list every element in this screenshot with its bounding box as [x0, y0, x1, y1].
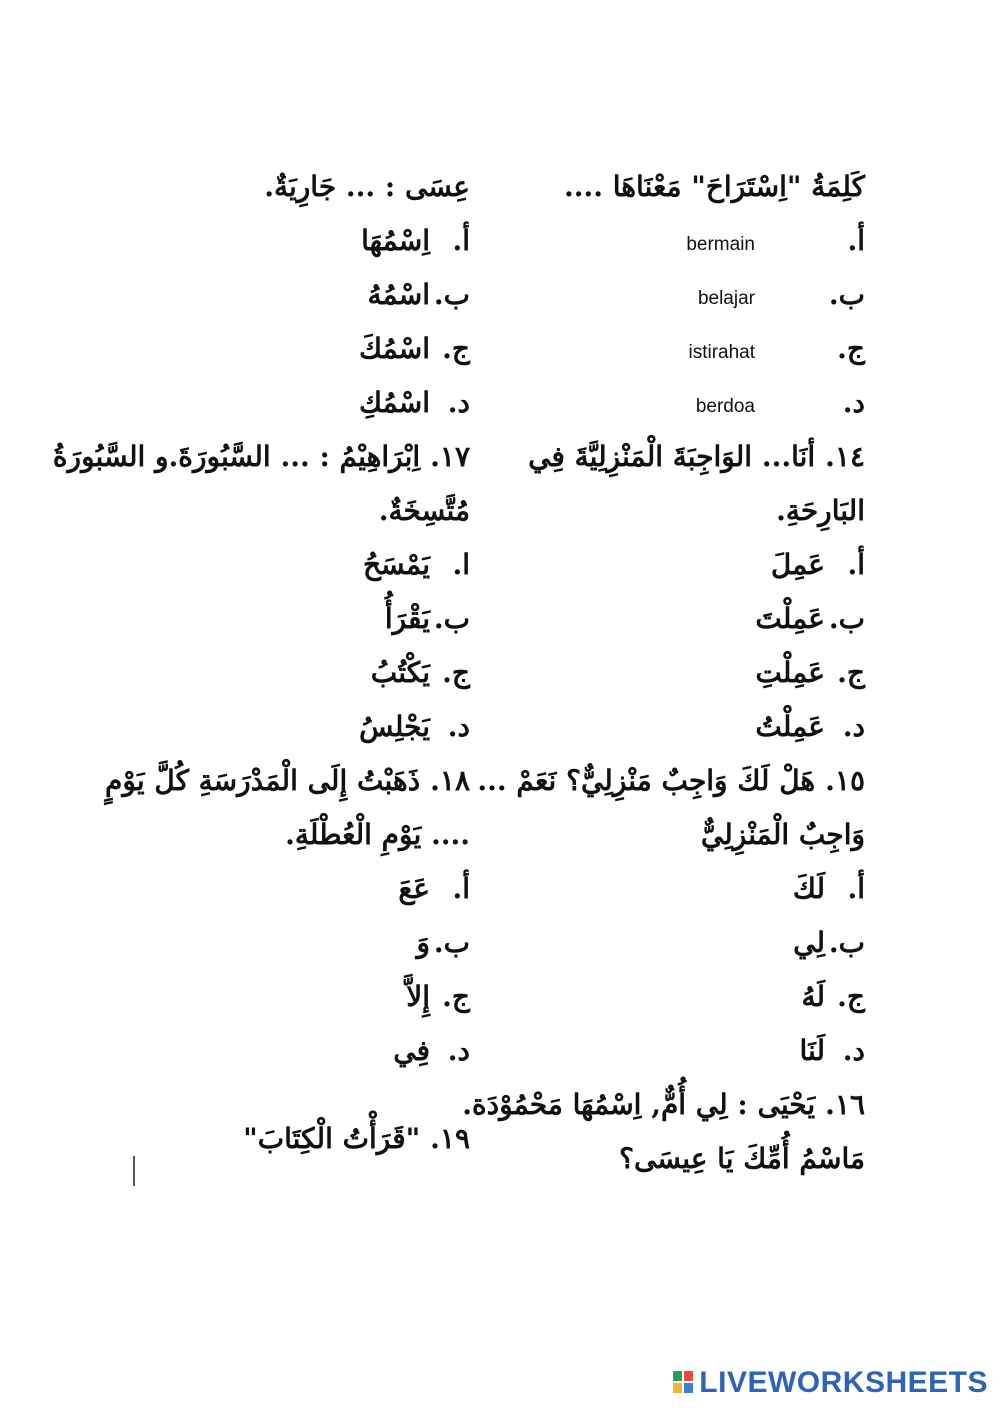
question-17-line-1 [52, 430, 470, 484]
option-text: عَمِلْتُ [755, 710, 825, 743]
liveworksheets-brand [673, 1366, 988, 1400]
margin-mark [133, 1156, 135, 1186]
question-text: هَلْ لَكَ وَاجِبٌ مَنْزِلِيٌّ؟ نَعَمْ ... [477, 764, 816, 797]
question-16 [462, 1078, 865, 1186]
option-letter: أ. [452, 872, 470, 905]
question-text: ذَهَبْتُ إِلَى الْمَدْرَسَةِ كُلَّ يَوْمٍ [105, 764, 421, 797]
question-16-line-1 [462, 1078, 865, 1132]
question-17-line-2: مُتَّسِخَةٌ. [378, 494, 470, 527]
option-text: berdoa [695, 396, 755, 417]
left-column [52, 160, 470, 1166]
question-17 [52, 430, 470, 754]
option-letter: ب. [433, 278, 470, 311]
question-number: ١٦. [825, 1088, 865, 1121]
option-a[interactable] [475, 538, 865, 592]
option-a[interactable] [475, 214, 865, 268]
option-text: عَعَ [398, 872, 430, 905]
option-letter: أ. [847, 224, 865, 257]
option-b[interactable] [120, 592, 470, 646]
option-letter: ج. [837, 332, 865, 365]
option-d[interactable] [120, 1024, 470, 1078]
option-c[interactable] [475, 322, 865, 376]
option-c[interactable] [475, 970, 865, 1024]
question-text: أنَا... الوَاجِبَةَ الْمَنْزِلِيَّةَ فِي [528, 440, 816, 473]
option-a[interactable] [120, 214, 470, 268]
right-column [462, 160, 865, 1186]
option-text: اِسْمُهَا [361, 224, 430, 257]
question-18-line-2: .... يَوْمِ الْعُطْلَةِ. [285, 818, 470, 851]
spacer [120, 1078, 470, 1112]
question-18-line-1 [105, 754, 470, 808]
option-letter: ب. [433, 602, 470, 635]
option-letter: د. [842, 386, 865, 419]
option-d[interactable] [120, 700, 470, 754]
option-letter: ج. [837, 980, 865, 1013]
option-text: لَهُ [801, 980, 825, 1013]
option-a[interactable] [120, 538, 470, 592]
option-text: يَكْتُبُ [370, 656, 430, 689]
question-19 [120, 1112, 470, 1166]
option-text: لَنَا [799, 1034, 825, 1067]
option-b[interactable] [475, 916, 865, 970]
option-text: istirahat [688, 342, 755, 363]
option-text: يَقْرَأُ [384, 602, 430, 635]
option-letter: ج. [837, 656, 865, 689]
option-letter: ب. [433, 926, 470, 959]
question-number: ١٥. [825, 764, 865, 797]
question-16-answer-line: عِسَى : ... جَارِيَةٌ. [264, 170, 470, 203]
option-d[interactable] [475, 700, 865, 754]
option-b[interactable] [475, 592, 865, 646]
option-text: اسْمُكَ [358, 332, 430, 365]
option-c[interactable] [475, 646, 865, 700]
option-d[interactable] [475, 376, 865, 430]
option-letter: ج. [442, 656, 470, 689]
option-text: اسْمُهُ [367, 278, 430, 311]
question-14-line-2: البَارِحَةِ. [776, 494, 865, 527]
option-letter: د. [842, 1034, 865, 1067]
option-text: belajar [697, 288, 755, 309]
option-letter: ج. [442, 980, 470, 1013]
question-15 [475, 754, 865, 1078]
question-number: ١٧. [430, 440, 470, 473]
option-text: لِي [793, 926, 825, 959]
option-a[interactable] [120, 862, 470, 916]
option-b[interactable] [475, 268, 865, 322]
option-b[interactable] [120, 916, 470, 970]
option-text: عَمِلَ [770, 548, 825, 581]
brand-text: LIVEWORKSHEETS [699, 1366, 988, 1399]
question-15-line-1 [475, 754, 865, 808]
question-16-continued [120, 160, 470, 430]
option-b[interactable] [120, 268, 470, 322]
option-text: وَ [416, 926, 430, 959]
question-text: "قَرَأْتُ الْكِتَابَ" [243, 1122, 421, 1155]
question-14-line-1 [475, 430, 865, 484]
question-14 [475, 430, 865, 754]
option-letter: د. [447, 386, 470, 419]
option-letter: د. [842, 710, 865, 743]
option-letter: ب. [828, 926, 865, 959]
question-number: ١٩. [430, 1122, 470, 1155]
liveworksheets-logo-icon [673, 1371, 695, 1395]
option-letter: ب. [828, 278, 865, 311]
option-letter: د. [447, 710, 470, 743]
option-letter: أ. [847, 872, 865, 905]
option-d[interactable] [475, 1024, 865, 1078]
option-text: إِلاَّ [406, 980, 430, 1013]
option-c[interactable] [120, 970, 470, 1024]
option-text: يَجْلِسُ [359, 710, 430, 743]
option-letter: أ. [847, 548, 865, 581]
question-16-line-2: مَاسْمُ أُمِّكَ يَا عِيسَى؟ [619, 1142, 865, 1175]
option-text: فِي [393, 1034, 430, 1067]
option-text: عَمِلْتِ [755, 656, 825, 689]
question-13 [475, 160, 865, 430]
question-19-line-1 [120, 1112, 470, 1166]
question-number: ١٤. [825, 440, 865, 473]
question-15-line-2: وَاجِبٌ الْمَنْزِلِيٌّ [700, 818, 865, 851]
option-a[interactable] [475, 862, 865, 916]
option-text: لَكَ [792, 872, 825, 905]
option-letter: ب. [828, 602, 865, 635]
option-c[interactable] [120, 322, 470, 376]
option-letter: د. [447, 1034, 470, 1067]
option-letter: ا. [452, 548, 470, 581]
question-13-text: كَلِمَةُ "اِسْتَرَاحَ" مَعْنَاهَا .... [564, 170, 865, 203]
option-text: اسْمُكِ [358, 386, 430, 419]
option-d[interactable] [120, 376, 470, 430]
option-text: عَمِلْتَ [755, 602, 825, 635]
option-text: bermain [686, 234, 755, 255]
question-number: ١٨. [430, 764, 470, 797]
question-text: يَحْيَى : لِي أُمٌّ, اِسْمُهَا مَحْمُوْدَة. [462, 1088, 816, 1121]
option-letter: أ. [452, 224, 470, 257]
question-text: اِبْرَاهِيْمُ : ... السَّبُورَةَ.و السَّبُورَةُ [52, 440, 421, 473]
option-c[interactable] [120, 646, 470, 700]
option-text: يَمْسَحُ [362, 548, 430, 581]
question-18 [105, 754, 470, 1078]
option-letter: ج. [442, 332, 470, 365]
